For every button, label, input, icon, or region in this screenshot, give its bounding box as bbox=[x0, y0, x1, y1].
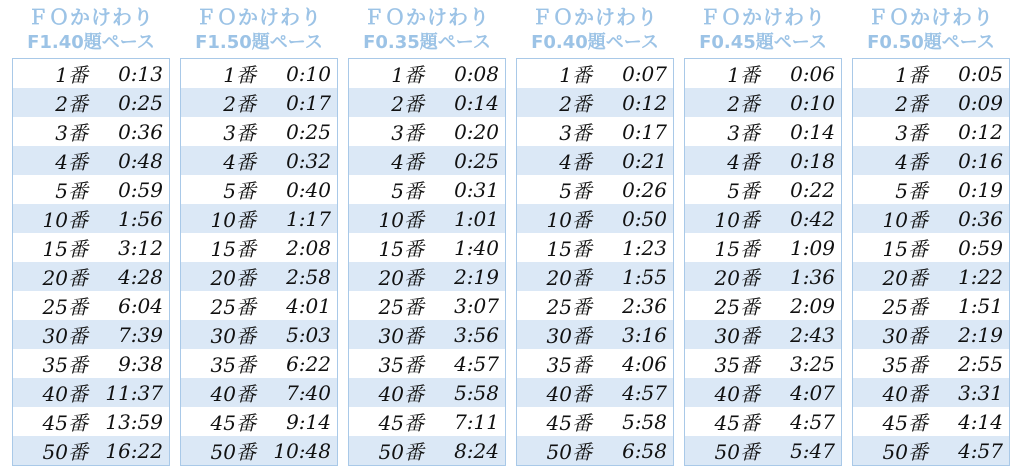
split-time: 0:59 bbox=[90, 175, 170, 204]
question-number: 35番 bbox=[13, 349, 91, 378]
table-row bbox=[853, 204, 1010, 233]
question-number: 1番 bbox=[685, 59, 763, 89]
split-time: 2:43 bbox=[762, 320, 842, 349]
table-row bbox=[349, 233, 506, 262]
question-number: 4番 bbox=[181, 146, 259, 175]
table-row bbox=[349, 175, 506, 204]
split-time: 0:06 bbox=[762, 59, 842, 89]
question-number: 20番 bbox=[685, 262, 763, 291]
split-time: 0:07 bbox=[594, 59, 674, 89]
question-number: 35番 bbox=[349, 349, 427, 378]
pace-column bbox=[852, 4, 1010, 466]
table-row bbox=[685, 204, 842, 233]
split-time: 2:09 bbox=[762, 291, 842, 320]
question-number: 10番 bbox=[517, 204, 595, 233]
table-row bbox=[13, 436, 170, 466]
table-row bbox=[13, 204, 170, 233]
question-number: 1番 bbox=[181, 59, 259, 89]
table-row bbox=[181, 88, 338, 117]
question-number: 5番 bbox=[853, 175, 931, 204]
question-number: 4番 bbox=[853, 146, 931, 175]
question-number: 5番 bbox=[685, 175, 763, 204]
table-row bbox=[13, 146, 170, 175]
split-time: 11:37 bbox=[90, 378, 170, 407]
split-time: 0:40 bbox=[258, 175, 338, 204]
column-title: ＦＯかけわり bbox=[364, 5, 490, 29]
table-row bbox=[181, 436, 338, 466]
table-row bbox=[517, 320, 674, 349]
question-number: 15番 bbox=[685, 233, 763, 262]
table-row bbox=[349, 320, 506, 349]
table-row bbox=[517, 146, 674, 175]
table-row bbox=[517, 291, 674, 320]
table-row bbox=[181, 59, 338, 89]
split-table bbox=[684, 58, 842, 466]
table-row bbox=[13, 378, 170, 407]
split-time: 4:57 bbox=[930, 436, 1010, 466]
split-table bbox=[180, 58, 338, 466]
table-row bbox=[685, 175, 842, 204]
question-number: 25番 bbox=[685, 291, 763, 320]
question-number: 10番 bbox=[853, 204, 931, 233]
question-number: 35番 bbox=[181, 349, 259, 378]
question-number: 40番 bbox=[685, 378, 763, 407]
question-number: 45番 bbox=[13, 407, 91, 436]
pace-label: F1.50題ペース bbox=[195, 32, 323, 53]
table-row bbox=[13, 262, 170, 291]
split-time: 7:40 bbox=[258, 378, 338, 407]
split-time: 1:51 bbox=[930, 291, 1010, 320]
table-row bbox=[181, 117, 338, 146]
question-number: 25番 bbox=[853, 291, 931, 320]
question-number: 20番 bbox=[13, 262, 91, 291]
question-number: 3番 bbox=[685, 117, 763, 146]
question-number: 10番 bbox=[13, 204, 91, 233]
pace-label: F0.35題ペース bbox=[363, 32, 491, 53]
split-time: 4:01 bbox=[258, 291, 338, 320]
table-row bbox=[853, 146, 1010, 175]
table-row bbox=[517, 436, 674, 466]
question-number: 3番 bbox=[349, 117, 427, 146]
table-row bbox=[349, 262, 506, 291]
question-number: 15番 bbox=[853, 233, 931, 262]
question-number: 25番 bbox=[349, 291, 427, 320]
split-time: 0:09 bbox=[930, 88, 1010, 117]
split-time: 5:47 bbox=[762, 436, 842, 466]
split-time: 6:04 bbox=[90, 291, 170, 320]
question-number: 50番 bbox=[181, 436, 259, 466]
split-time: 0:08 bbox=[426, 59, 506, 89]
question-number: 5番 bbox=[13, 175, 91, 204]
table-row bbox=[349, 117, 506, 146]
split-time: 0:05 bbox=[930, 59, 1010, 89]
split-time: 4:28 bbox=[90, 262, 170, 291]
split-time: 3:07 bbox=[426, 291, 506, 320]
question-number: 40番 bbox=[517, 378, 595, 407]
split-time: 1:01 bbox=[426, 204, 506, 233]
split-time: 0:10 bbox=[258, 59, 338, 89]
split-time: 0:14 bbox=[426, 88, 506, 117]
split-time: 4:06 bbox=[594, 349, 674, 378]
split-time: 3:25 bbox=[762, 349, 842, 378]
table-row bbox=[517, 88, 674, 117]
split-time: 16:22 bbox=[90, 436, 170, 466]
table-row bbox=[181, 233, 338, 262]
question-number: 25番 bbox=[517, 291, 595, 320]
split-time: 1:09 bbox=[762, 233, 842, 262]
table-row bbox=[853, 175, 1010, 204]
table-row bbox=[181, 291, 338, 320]
split-time: 3:16 bbox=[594, 320, 674, 349]
question-number: 50番 bbox=[685, 436, 763, 466]
table-row bbox=[685, 117, 842, 146]
split-time: 0:48 bbox=[90, 146, 170, 175]
table-row bbox=[685, 407, 842, 436]
question-number: 2番 bbox=[685, 88, 763, 117]
table-row bbox=[13, 175, 170, 204]
split-time: 0:42 bbox=[762, 204, 842, 233]
split-time: 1:36 bbox=[762, 262, 842, 291]
table-row bbox=[517, 233, 674, 262]
table-row bbox=[853, 436, 1010, 466]
table-row bbox=[517, 117, 674, 146]
question-number: 3番 bbox=[13, 117, 91, 146]
table-row bbox=[853, 407, 1010, 436]
question-number: 25番 bbox=[13, 291, 91, 320]
question-number: 3番 bbox=[853, 117, 931, 146]
question-number: 35番 bbox=[685, 349, 763, 378]
table-row bbox=[13, 407, 170, 436]
table-row bbox=[13, 88, 170, 117]
question-number: 3番 bbox=[517, 117, 595, 146]
table-row bbox=[349, 204, 506, 233]
column-title: ＦＯかけわり bbox=[196, 5, 322, 29]
question-number: 2番 bbox=[181, 88, 259, 117]
pace-label: F0.40題ペース bbox=[531, 32, 659, 53]
question-number: 1番 bbox=[853, 59, 931, 89]
split-time: 9:38 bbox=[90, 349, 170, 378]
split-time: 1:23 bbox=[594, 233, 674, 262]
question-number: 35番 bbox=[517, 349, 595, 378]
question-number: 45番 bbox=[685, 407, 763, 436]
table-row bbox=[853, 291, 1010, 320]
pace-column bbox=[684, 4, 842, 466]
split-time: 0:36 bbox=[930, 204, 1010, 233]
table-row bbox=[181, 204, 338, 233]
split-time: 0:16 bbox=[930, 146, 1010, 175]
question-number: 5番 bbox=[349, 175, 427, 204]
question-number: 4番 bbox=[13, 146, 91, 175]
question-number: 50番 bbox=[349, 436, 427, 466]
table-row bbox=[853, 88, 1010, 117]
split-time: 3:31 bbox=[930, 378, 1010, 407]
split-time: 4:07 bbox=[762, 378, 842, 407]
question-number: 20番 bbox=[349, 262, 427, 291]
split-time: 4:57 bbox=[762, 407, 842, 436]
split-time: 7:39 bbox=[90, 320, 170, 349]
question-number: 50番 bbox=[853, 436, 931, 466]
table-row bbox=[517, 204, 674, 233]
table-row bbox=[853, 262, 1010, 291]
split-time: 2:19 bbox=[426, 262, 506, 291]
question-number: 15番 bbox=[517, 233, 595, 262]
table-row bbox=[349, 146, 506, 175]
table-row bbox=[349, 349, 506, 378]
table-row bbox=[517, 407, 674, 436]
table-row bbox=[685, 349, 842, 378]
question-number: 40番 bbox=[349, 378, 427, 407]
split-time: 2:36 bbox=[594, 291, 674, 320]
table-row bbox=[685, 262, 842, 291]
question-number: 1番 bbox=[349, 59, 427, 89]
table-row bbox=[181, 378, 338, 407]
question-number: 30番 bbox=[13, 320, 91, 349]
split-time: 0:25 bbox=[90, 88, 170, 117]
table-row bbox=[517, 262, 674, 291]
split-time: 0:22 bbox=[762, 175, 842, 204]
table-row bbox=[181, 349, 338, 378]
split-time: 4:57 bbox=[426, 349, 506, 378]
column-title: ＦＯかけわり bbox=[700, 5, 826, 29]
pace-column bbox=[12, 4, 170, 466]
question-number: 35番 bbox=[853, 349, 931, 378]
split-time: 2:19 bbox=[930, 320, 1010, 349]
table-row bbox=[685, 88, 842, 117]
question-number: 10番 bbox=[349, 204, 427, 233]
split-time: 0:25 bbox=[426, 146, 506, 175]
split-time: 0:25 bbox=[258, 117, 338, 146]
split-time: 0:21 bbox=[594, 146, 674, 175]
question-number: 15番 bbox=[13, 233, 91, 262]
split-table bbox=[12, 58, 170, 466]
question-number: 4番 bbox=[517, 146, 595, 175]
split-time: 0:50 bbox=[594, 204, 674, 233]
split-time: 6:22 bbox=[258, 349, 338, 378]
split-time: 2:58 bbox=[258, 262, 338, 291]
question-number: 30番 bbox=[181, 320, 259, 349]
split-time: 3:12 bbox=[90, 233, 170, 262]
table-row bbox=[13, 291, 170, 320]
split-time: 13:59 bbox=[90, 407, 170, 436]
split-time: 0:26 bbox=[594, 175, 674, 204]
question-number: 50番 bbox=[517, 436, 595, 466]
question-number: 2番 bbox=[349, 88, 427, 117]
split-time: 0:17 bbox=[258, 88, 338, 117]
table-row bbox=[13, 233, 170, 262]
question-number: 30番 bbox=[685, 320, 763, 349]
split-time: 0:59 bbox=[930, 233, 1010, 262]
question-number: 45番 bbox=[349, 407, 427, 436]
table-row bbox=[349, 88, 506, 117]
split-time: 0:20 bbox=[426, 117, 506, 146]
table-row bbox=[181, 262, 338, 291]
split-time: 4:14 bbox=[930, 407, 1010, 436]
split-time: 5:58 bbox=[426, 378, 506, 407]
split-time: 0:31 bbox=[426, 175, 506, 204]
split-time: 5:58 bbox=[594, 407, 674, 436]
split-time: 3:56 bbox=[426, 320, 506, 349]
question-number: 30番 bbox=[853, 320, 931, 349]
split-time: 9:14 bbox=[258, 407, 338, 436]
split-time: 2:55 bbox=[930, 349, 1010, 378]
split-time: 0:36 bbox=[90, 117, 170, 146]
split-time: 0:10 bbox=[762, 88, 842, 117]
column-title: ＦＯかけわり bbox=[532, 5, 658, 29]
table-row bbox=[685, 378, 842, 407]
table-row bbox=[853, 233, 1010, 262]
split-time: 6:58 bbox=[594, 436, 674, 466]
table-row bbox=[349, 378, 506, 407]
question-number: 4番 bbox=[685, 146, 763, 175]
split-time: 0:12 bbox=[930, 117, 1010, 146]
table-row bbox=[685, 59, 842, 89]
split-time: 10:48 bbox=[258, 436, 338, 466]
split-time: 8:24 bbox=[426, 436, 506, 466]
question-number: 10番 bbox=[181, 204, 259, 233]
question-number: 20番 bbox=[181, 262, 259, 291]
pace-label: F0.50題ペース bbox=[867, 32, 995, 53]
split-time: 7:11 bbox=[426, 407, 506, 436]
pace-label: F1.40題ペース bbox=[27, 32, 155, 53]
question-number: 2番 bbox=[853, 88, 931, 117]
table-row bbox=[349, 291, 506, 320]
column-title: ＦＯかけわり bbox=[868, 5, 994, 29]
table-row bbox=[349, 59, 506, 89]
table-row bbox=[685, 146, 842, 175]
split-time: 0:18 bbox=[762, 146, 842, 175]
table-row bbox=[13, 117, 170, 146]
split-time: 0:19 bbox=[930, 175, 1010, 204]
question-number: 20番 bbox=[853, 262, 931, 291]
split-time: 0:32 bbox=[258, 146, 338, 175]
split-time: 1:55 bbox=[594, 262, 674, 291]
question-number: 1番 bbox=[517, 59, 595, 89]
split-table bbox=[516, 58, 674, 466]
pace-label: F0.45題ペース bbox=[699, 32, 827, 53]
split-time: 0:13 bbox=[90, 59, 170, 89]
table-row bbox=[853, 320, 1010, 349]
table-row bbox=[349, 436, 506, 466]
table-row bbox=[853, 378, 1010, 407]
table-row bbox=[181, 407, 338, 436]
question-number: 15番 bbox=[349, 233, 427, 262]
column-title: ＦＯかけわり bbox=[28, 5, 154, 29]
split-time: 2:08 bbox=[258, 233, 338, 262]
table-row bbox=[685, 233, 842, 262]
split-table bbox=[852, 58, 1010, 466]
split-time: 1:22 bbox=[930, 262, 1010, 291]
table-row bbox=[181, 146, 338, 175]
split-time: 0:17 bbox=[594, 117, 674, 146]
question-number: 40番 bbox=[853, 378, 931, 407]
question-number: 10番 bbox=[685, 204, 763, 233]
question-number: 30番 bbox=[349, 320, 427, 349]
question-number: 15番 bbox=[181, 233, 259, 262]
question-number: 45番 bbox=[853, 407, 931, 436]
split-time: 0:14 bbox=[762, 117, 842, 146]
table-row bbox=[853, 349, 1010, 378]
question-number: 4番 bbox=[349, 146, 427, 175]
question-number: 50番 bbox=[13, 436, 91, 466]
table-row bbox=[853, 59, 1010, 89]
split-time: 1:56 bbox=[90, 204, 170, 233]
split-time: 1:40 bbox=[426, 233, 506, 262]
table-row bbox=[349, 407, 506, 436]
split-time: 0:12 bbox=[594, 88, 674, 117]
question-number: 5番 bbox=[181, 175, 259, 204]
table-row bbox=[13, 320, 170, 349]
split-time: 5:03 bbox=[258, 320, 338, 349]
question-number: 20番 bbox=[517, 262, 595, 291]
question-number: 40番 bbox=[13, 378, 91, 407]
question-number: 45番 bbox=[517, 407, 595, 436]
question-number: 25番 bbox=[181, 291, 259, 320]
table-row bbox=[685, 436, 842, 466]
table-row bbox=[517, 59, 674, 89]
split-table bbox=[348, 58, 506, 466]
pace-column bbox=[348, 4, 506, 466]
table-row bbox=[181, 175, 338, 204]
split-time: 4:57 bbox=[594, 378, 674, 407]
table-row bbox=[517, 175, 674, 204]
pace-column bbox=[180, 4, 338, 466]
question-number: 45番 bbox=[181, 407, 259, 436]
question-number: 5番 bbox=[517, 175, 595, 204]
table-row bbox=[853, 117, 1010, 146]
question-number: 2番 bbox=[517, 88, 595, 117]
split-time: 1:17 bbox=[258, 204, 338, 233]
table-row bbox=[685, 320, 842, 349]
table-row bbox=[181, 320, 338, 349]
question-number: 2番 bbox=[13, 88, 91, 117]
question-number: 40番 bbox=[181, 378, 259, 407]
question-number: 1番 bbox=[13, 59, 91, 89]
table-row bbox=[517, 378, 674, 407]
table-row bbox=[517, 349, 674, 378]
question-number: 3番 bbox=[181, 117, 259, 146]
table-row bbox=[685, 291, 842, 320]
pace-column bbox=[516, 4, 674, 466]
question-number: 30番 bbox=[517, 320, 595, 349]
table-row bbox=[13, 59, 170, 89]
table-row bbox=[13, 349, 170, 378]
